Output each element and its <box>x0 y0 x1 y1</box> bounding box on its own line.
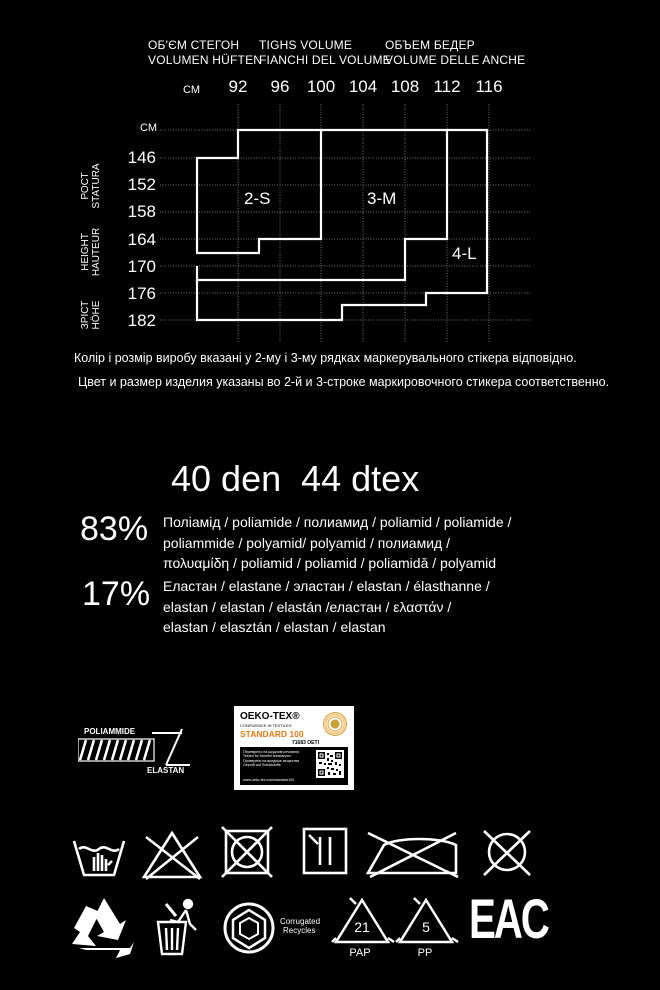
fiber-logo <box>78 725 198 775</box>
oeko-tex-brand: OEKO-TEX® <box>240 711 300 722</box>
recycle-icons-row <box>0 890 660 970</box>
oeko-tex-label <box>234 706 354 790</box>
oeko-tex-tested-text: Перевірено на шкідливі речовини Tested for harmful substances Проверено на вредные вещества Geprüft auf Schadstoffe <box>243 750 300 768</box>
side-label-height-en: HEIGHT HAUTEUR <box>80 227 102 277</box>
side-label-height-ru: РОСТ STATURA <box>80 163 102 209</box>
x-tick: 104 <box>348 77 378 96</box>
composition-percent-1: 83% <box>80 510 149 548</box>
density-title: 40 den 44 dtex <box>171 458 420 499</box>
note-ua: Колір і розмір виробу вказані у 2-му і 3-му рядках маркерувального стікера відповідно. <box>74 351 577 365</box>
x-tick: 100 <box>306 77 336 96</box>
x-tick: 92 <box>228 77 248 96</box>
fiber-logo-bottom-label: ELASTAN <box>147 766 185 775</box>
composition-percent-2: 17% <box>82 575 151 613</box>
oeko-tex-black-box <box>240 747 348 785</box>
no-dry-clean-icon <box>484 831 530 875</box>
header-col2: TIGHS VOLUME FIANCHI DEL VOLUME <box>259 38 391 67</box>
dry-flat-icon <box>304 829 346 873</box>
side-label-height-ua: ЗРІСТ HÖHE <box>80 300 102 330</box>
header-col1: ОБ'ЄМ СТЕГОН VOLUMEN HÜFTEN <box>148 38 263 67</box>
pap-number: 21 <box>354 919 370 935</box>
y-unit-label: СМ <box>140 122 157 134</box>
size-label-2s: 2-S <box>244 189 271 208</box>
y-tick: 152 <box>127 175 156 194</box>
y-tick: 170 <box>127 257 156 276</box>
recycle-icon <box>72 898 134 958</box>
x-unit-label: СМ <box>183 84 200 96</box>
composition-text-1: Поліамід / poliamide / полиамид / poliamid / poliamide / poliammide / polyamid/ polyamid / полиамид / πολυαμίδη / poliamid / poliamid / poliamidă / polyamid <box>163 514 512 571</box>
oeko-tex-qr-code-icon <box>316 750 344 778</box>
wash-30-hand-icon <box>74 841 124 875</box>
x-tick: 96 <box>270 77 290 96</box>
composition-text-2: Еластан / elastane / эластан / elastan / élasthanne / elastan / elastan / elastán /еластан / ελαστάν / elastan / elasztán / elastan / elastan <box>163 578 490 635</box>
oeko-tex-flower-icon <box>323 712 347 736</box>
oeko-tex-standard: STANDARD 100 <box>240 729 304 739</box>
x-tick: 112 <box>433 77 461 96</box>
size-chart-grid <box>0 0 660 360</box>
x-tick: 108 <box>390 77 420 96</box>
oeko-tex-tagline: CONFIDENCE IN TEXTILES <box>240 723 292 728</box>
pp-label: PP <box>417 947 433 959</box>
y-tick: 182 <box>127 311 156 330</box>
recycles-label: Recycles <box>283 926 316 935</box>
corrugated-recycles-icon <box>225 904 273 952</box>
pp-number: 5 <box>422 919 430 935</box>
size-label-4l: 4-L <box>452 244 477 263</box>
header-col3: ОБЪЕМ БЕДЕР VOLUME DELLE ANCHE <box>385 38 526 67</box>
care-icons-row <box>0 815 660 885</box>
y-tick: 158 <box>127 202 156 221</box>
note-ru: Цвет и размер изделия указаны во 2-й и 3-строке маркировочного стикера соответственно. <box>78 375 610 389</box>
eac-mark: EAC <box>469 887 548 950</box>
x-tick: 116 <box>475 77 503 96</box>
y-tick: 146 <box>127 148 156 167</box>
no-bleach-icon <box>144 833 200 879</box>
oeko-tex-code: 71683 OETI <box>292 740 319 746</box>
no-tumble-dry-icon <box>222 827 272 877</box>
y-tick: 176 <box>127 284 156 303</box>
fiber-logo-top-label: POLIAMMIDE <box>84 727 136 736</box>
tidy-man-icon <box>158 900 196 954</box>
corrugated-label: Corrugated <box>280 917 321 926</box>
no-iron-icon <box>368 833 458 877</box>
oeko-tex-url: www.oeko-tex.com/standard100 <box>243 778 295 782</box>
size-label-3m: 3-M <box>367 189 397 208</box>
y-tick: 164 <box>127 230 156 249</box>
pap-label: PAP <box>349 947 371 959</box>
